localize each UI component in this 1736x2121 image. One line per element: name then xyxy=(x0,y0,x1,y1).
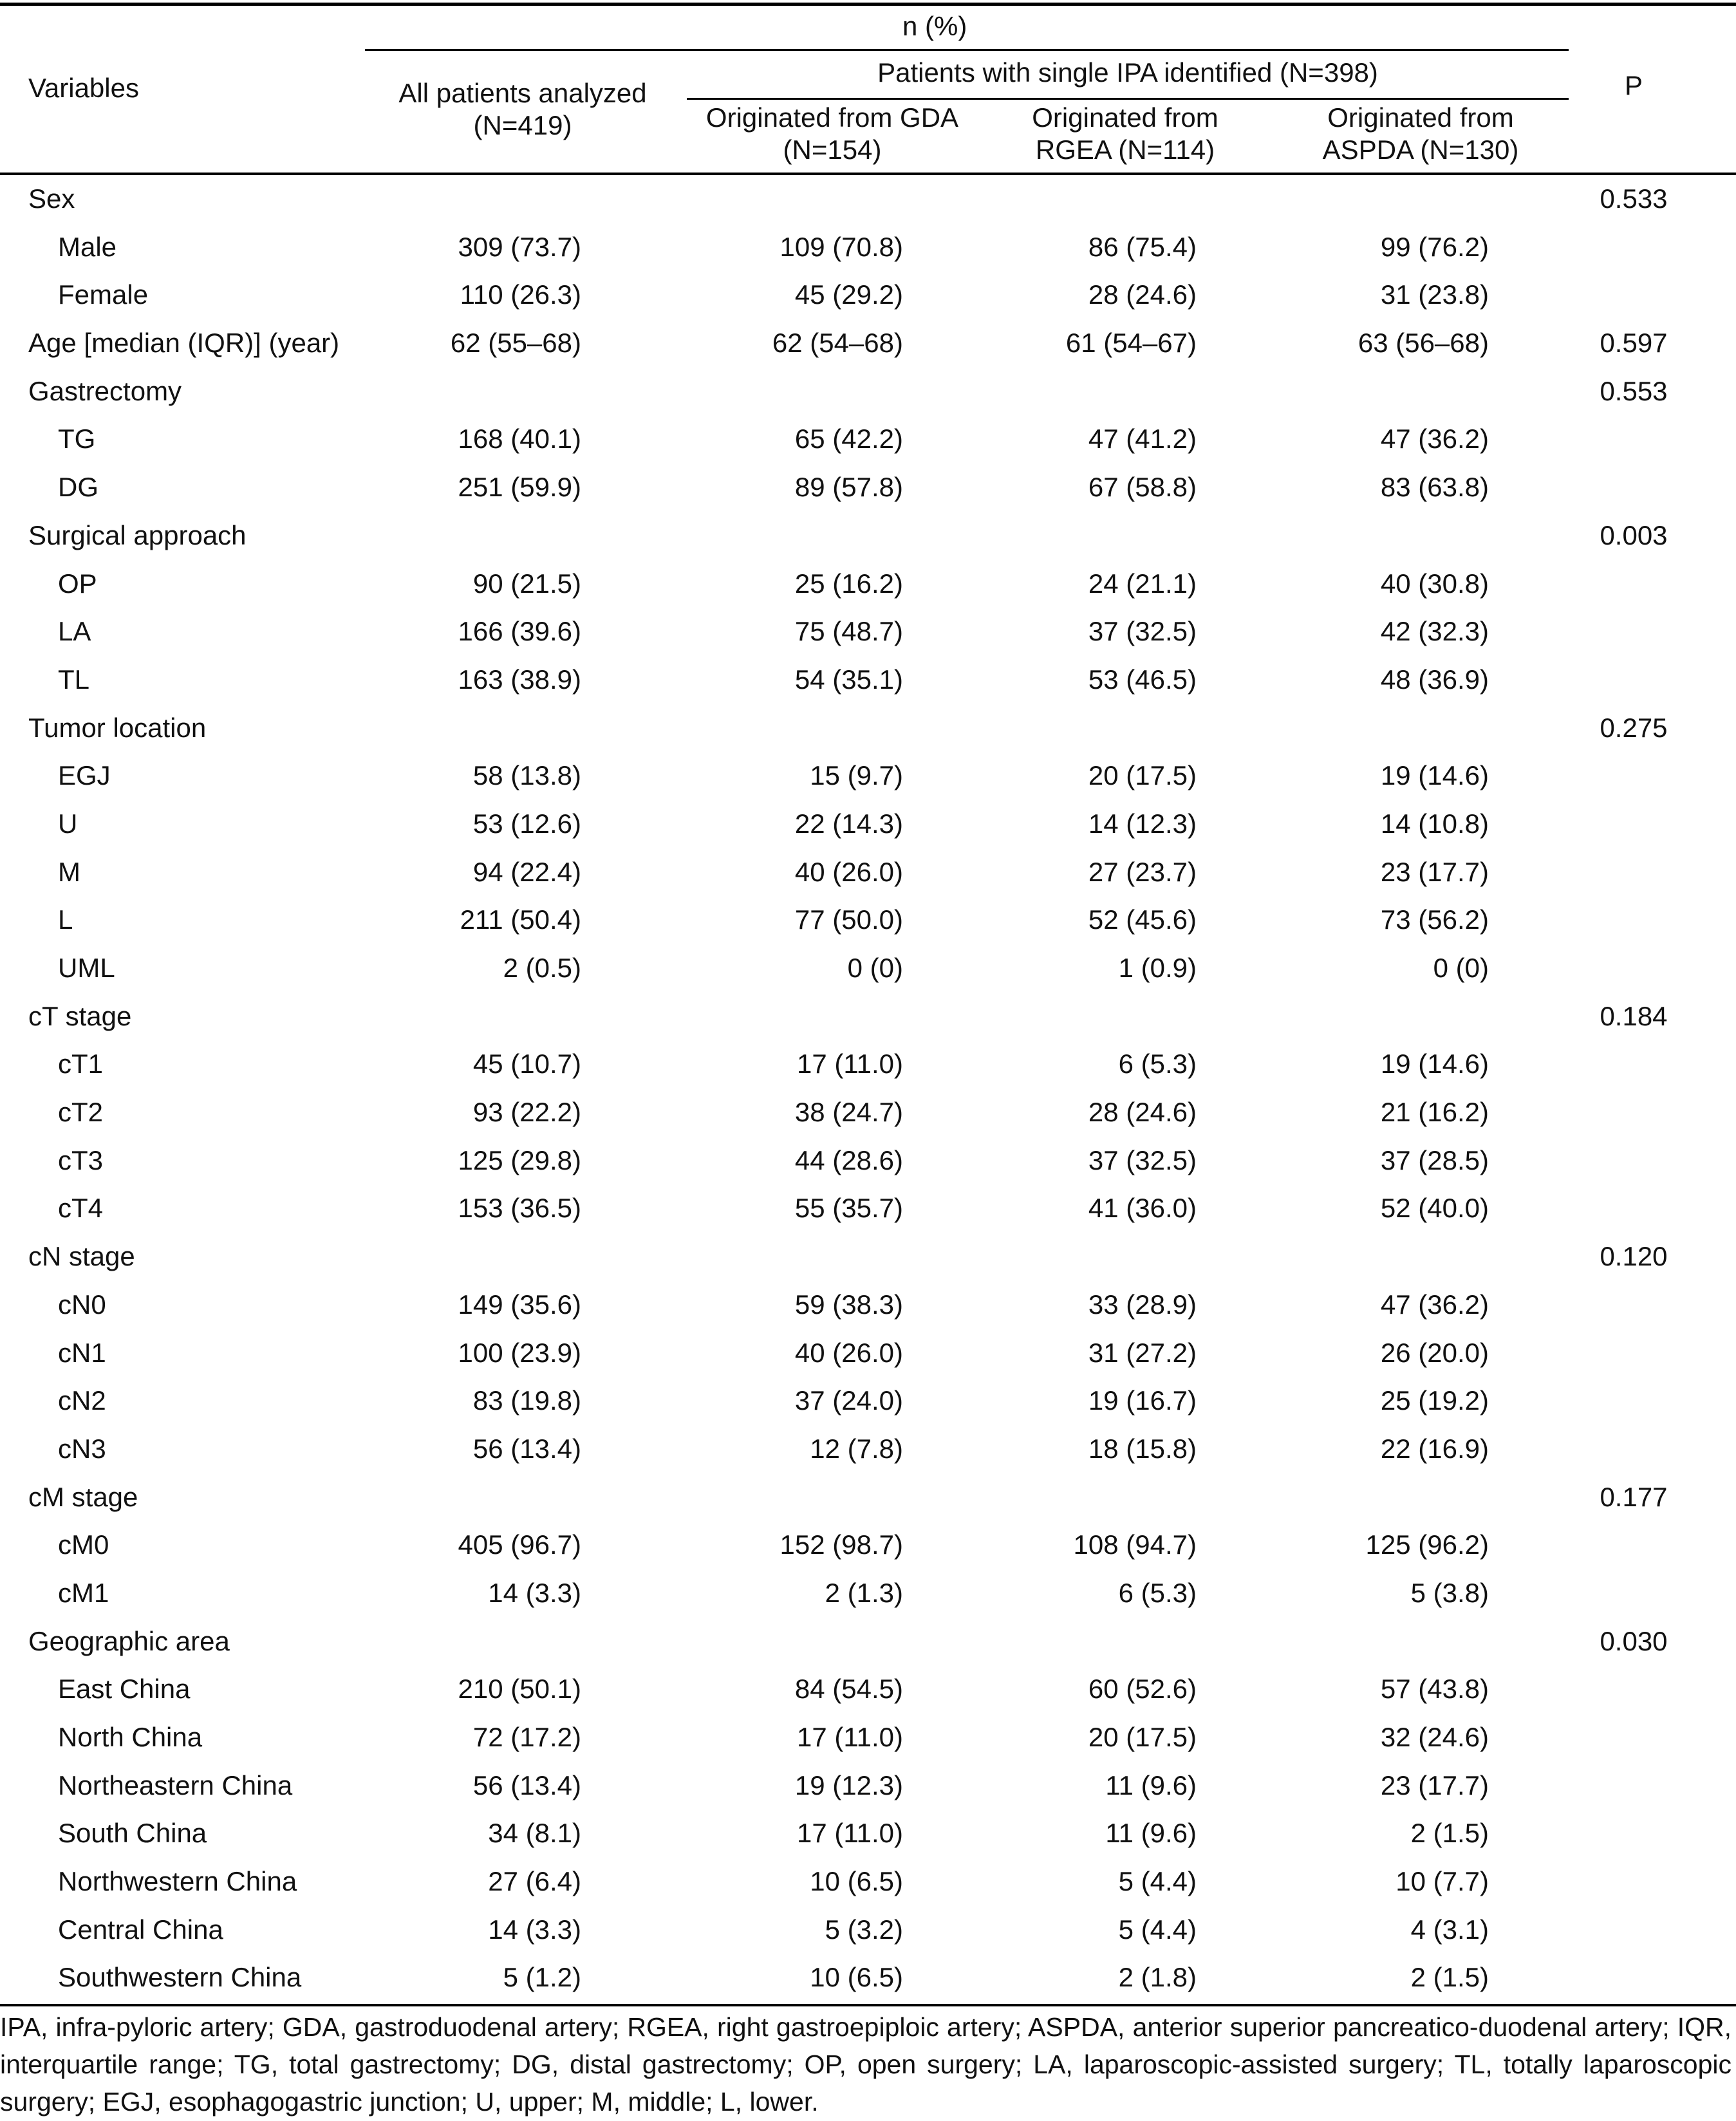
cell-variable: Female xyxy=(58,279,149,310)
cell-gda: 55 (35.7) xyxy=(794,1193,903,1224)
cell-variable: cT4 xyxy=(58,1193,104,1224)
cell-aspda: 2 (1.5) xyxy=(1410,1962,1489,1993)
cell-variable: South China xyxy=(58,1818,207,1849)
cell-all-patients: 149 (35.6) xyxy=(458,1289,581,1320)
cell-all-patients: 72 (17.2) xyxy=(472,1722,581,1752)
header-single-ipa: Patients with single IPA identified (N=398) xyxy=(877,57,1378,88)
cell-aspda xyxy=(1294,175,1489,223)
table-row xyxy=(0,223,1736,272)
table-group-row xyxy=(0,512,1736,560)
cell-aspda: 48 (36.9) xyxy=(1380,664,1489,695)
cell-gda: 89 (57.8) xyxy=(794,472,903,503)
cell-gda: 10 (6.5) xyxy=(810,1962,903,1993)
cell-p-value xyxy=(1576,752,1692,800)
cell-rgea: 19 (16.7) xyxy=(1088,1385,1197,1416)
cell-gda: 109 (70.8) xyxy=(779,231,903,262)
cell-p-value: 0.184 xyxy=(1600,1000,1668,1031)
cell-rgea: 33 (28.9) xyxy=(1088,1289,1197,1320)
cell-gda: 17 (11.0) xyxy=(797,1049,903,1079)
cell-p-value xyxy=(1576,223,1692,272)
top-rule xyxy=(0,3,1736,6)
header-all-patients-line1: All patients analyzed xyxy=(398,78,647,108)
cell-p-value xyxy=(1576,1762,1692,1810)
table-row xyxy=(0,1762,1736,1810)
header-rgea-line2: RGEA (N=114) xyxy=(1035,135,1215,165)
cell-gda: 25 (16.2) xyxy=(794,568,903,599)
cell-p-value: 0.553 xyxy=(1600,375,1668,406)
cell-aspda: 99 (76.2) xyxy=(1380,231,1489,262)
cell-rgea: 37 (32.5) xyxy=(1088,616,1197,647)
cell-rgea: 1 (0.9) xyxy=(1118,953,1197,983)
cell-rgea: 41 (36.0) xyxy=(1088,1193,1197,1224)
cell-gda: 15 (9.7) xyxy=(810,760,903,791)
cell-gda xyxy=(708,512,903,560)
table-row xyxy=(0,896,1736,944)
cell-aspda: 14 (10.8) xyxy=(1380,808,1489,839)
cell-aspda xyxy=(1294,1473,1489,1522)
cell-variable: cT2 xyxy=(58,1097,104,1128)
table-row xyxy=(0,1184,1736,1233)
cell-p-value: 0.030 xyxy=(1600,1625,1668,1656)
cell-aspda: 125 (96.2) xyxy=(1365,1529,1489,1560)
header-rgea-line1: Originated from xyxy=(1032,102,1218,133)
cell-gda xyxy=(708,368,903,416)
cell-aspda: 23 (17.7) xyxy=(1380,856,1489,887)
cell-gda: 10 (6.5) xyxy=(810,1866,903,1897)
cell-gda: 37 (24.0) xyxy=(794,1385,903,1416)
cell-rgea xyxy=(1002,704,1197,752)
cell-variable: cT3 xyxy=(58,1145,104,1175)
cell-aspda: 47 (36.2) xyxy=(1380,1289,1489,1320)
cell-all-patients: 14 (3.3) xyxy=(488,1577,581,1608)
cell-aspda: 19 (14.6) xyxy=(1380,760,1489,791)
cell-p-value: 0.177 xyxy=(1600,1481,1668,1512)
cell-aspda: 31 (23.8) xyxy=(1380,279,1489,310)
cell-gda: 38 (24.7) xyxy=(794,1097,903,1128)
cell-variable: UML xyxy=(58,953,115,983)
table-group-row xyxy=(0,993,1736,1041)
table-group-row xyxy=(0,1618,1736,1666)
cell-rgea: 2 (1.8) xyxy=(1118,1962,1197,1993)
cell-variable: Central China xyxy=(58,1914,223,1945)
header-all-patients xyxy=(391,77,655,142)
cell-variable: LA xyxy=(58,616,91,647)
cell-gda xyxy=(708,175,903,223)
cell-rgea: 5 (4.4) xyxy=(1118,1866,1197,1897)
table-row xyxy=(0,848,1736,897)
cell-aspda: 52 (40.0) xyxy=(1380,1193,1489,1224)
cell-variable: North China xyxy=(58,1722,203,1752)
table-row xyxy=(0,1281,1736,1329)
cell-p-value: 0.003 xyxy=(1600,519,1668,550)
cell-gda: 40 (26.0) xyxy=(794,1337,903,1368)
cell-variable: Northeastern China xyxy=(58,1770,293,1800)
cell-variable: Male xyxy=(58,231,117,262)
cell-p-value xyxy=(1576,1569,1692,1618)
cell-all-patients: 94 (22.4) xyxy=(472,856,581,887)
n-percent-rule xyxy=(365,49,1569,51)
table-row xyxy=(0,1040,1736,1089)
cell-all-patients: 5 (1.2) xyxy=(503,1962,581,1993)
cell-p-value xyxy=(1576,656,1692,704)
cell-all-patients: 153 (36.5) xyxy=(458,1193,581,1224)
cell-gda: 19 (12.3) xyxy=(794,1770,903,1800)
table-row xyxy=(0,1137,1736,1185)
cell-variable: EGJ xyxy=(58,760,111,791)
cell-p-value: 0.597 xyxy=(1600,328,1668,359)
cell-all-patients: 405 (96.7) xyxy=(458,1529,581,1560)
cell-aspda: 26 (20.0) xyxy=(1380,1337,1489,1368)
cell-aspda: 42 (32.3) xyxy=(1380,616,1489,647)
table-row xyxy=(0,1089,1736,1137)
table-row xyxy=(0,800,1736,848)
cell-rgea: 28 (24.6) xyxy=(1088,279,1197,310)
cell-aspda: 21 (16.2) xyxy=(1380,1097,1489,1128)
table-row xyxy=(0,1377,1736,1425)
cell-rgea xyxy=(1002,993,1197,1041)
cell-rgea: 20 (17.5) xyxy=(1088,760,1197,791)
cell-aspda: 32 (24.6) xyxy=(1380,1722,1489,1752)
cell-gda: 62 (54–68) xyxy=(772,328,903,359)
table-row xyxy=(0,463,1736,512)
cell-rgea: 6 (5.3) xyxy=(1118,1049,1197,1079)
cell-p-value xyxy=(1576,1184,1692,1233)
header-n-percent: n (%) xyxy=(902,11,967,41)
cell-rgea: 31 (27.2) xyxy=(1088,1337,1197,1368)
cell-p-value xyxy=(1576,896,1692,944)
table-body xyxy=(0,175,1736,2002)
cell-rgea: 28 (24.6) xyxy=(1088,1097,1197,1128)
cell-aspda xyxy=(1294,704,1489,752)
cell-gda: 54 (35.1) xyxy=(794,664,903,695)
cell-gda: 84 (54.5) xyxy=(794,1674,903,1705)
cell-aspda: 37 (28.5) xyxy=(1380,1145,1489,1175)
cell-rgea xyxy=(1002,175,1197,223)
cell-all-patients: 56 (13.4) xyxy=(472,1433,581,1464)
cell-all-patients: 210 (50.1) xyxy=(458,1674,581,1705)
cell-p-value xyxy=(1576,1425,1692,1473)
cell-gda: 12 (7.8) xyxy=(810,1433,903,1464)
cell-rgea: 24 (21.1) xyxy=(1088,568,1197,599)
cell-aspda: 40 (30.8) xyxy=(1380,568,1489,599)
cell-gda: 2 (1.3) xyxy=(825,1577,903,1608)
cell-aspda: 4 (3.1) xyxy=(1410,1914,1489,1945)
cell-p-value xyxy=(1576,1377,1692,1425)
cell-p-value xyxy=(1576,1714,1692,1762)
table-row xyxy=(0,1521,1736,1569)
cell-p-value xyxy=(1576,415,1692,463)
cell-gda xyxy=(708,1473,903,1522)
cell-all-patients: 2 (0.5) xyxy=(503,953,581,983)
table-row xyxy=(0,752,1736,800)
cell-all-patients xyxy=(386,1618,581,1666)
cell-p-value xyxy=(1576,1809,1692,1858)
table-group-row xyxy=(0,1473,1736,1522)
cell-variable: L xyxy=(58,904,73,935)
cell-variable: U xyxy=(58,808,78,839)
cell-variable: TG xyxy=(58,424,96,454)
table-row xyxy=(0,1569,1736,1618)
cell-gda: 65 (42.2) xyxy=(794,424,903,454)
cell-rgea: 18 (15.8) xyxy=(1088,1433,1197,1464)
cell-p-value xyxy=(1576,271,1692,319)
cell-all-patients: 168 (40.1) xyxy=(458,424,581,454)
cell-gda: 40 (26.0) xyxy=(794,856,903,887)
table-group-row xyxy=(0,1233,1736,1281)
cell-rgea: 6 (5.3) xyxy=(1118,1577,1197,1608)
cell-gda: 59 (38.3) xyxy=(794,1289,903,1320)
table-footnote: IPA, infra-pyloric artery; GDA, gastroduodenal artery; RGEA, right gastroepiploic artery; ASPDA, anterior superior pancreatico-duodenal artery; IQR, interquartile range; TG, total gastrectomy; DG, distal gastrectomy; OP, open surgery; LA, laparoscopic-assisted surgery; TL, totally laparoscopic surgery; EGJ, esophagogastric junction; U, upper; M, middle; L, lower. xyxy=(0,2012,1731,2116)
cell-aspda: 2 (1.5) xyxy=(1410,1818,1489,1849)
cell-variable: Southwestern China xyxy=(58,1962,302,1993)
header-aspda-line2: ASPDA (N=130) xyxy=(1322,135,1519,165)
cell-aspda: 47 (36.2) xyxy=(1380,424,1489,454)
cell-gda xyxy=(708,993,903,1041)
cell-p-value xyxy=(1576,463,1692,512)
cell-rgea: 61 (54–67) xyxy=(1065,328,1197,359)
table-row xyxy=(0,560,1736,608)
cell-variable: DG xyxy=(58,472,98,503)
cell-p-value xyxy=(1576,1521,1692,1569)
cell-aspda: 5 (3.8) xyxy=(1410,1577,1489,1608)
cell-variable: OP xyxy=(58,568,97,599)
cell-variable: cM1 xyxy=(58,1577,109,1608)
single-ipa-rule xyxy=(687,98,1569,100)
cell-variable: Tumor location xyxy=(28,712,207,743)
cell-aspda: 25 (19.2) xyxy=(1380,1385,1489,1416)
cell-all-patients: 58 (13.8) xyxy=(472,760,581,791)
table-group-row xyxy=(0,175,1736,223)
cell-p-value xyxy=(1576,944,1692,993)
cell-variable: Northwestern China xyxy=(58,1866,297,1897)
cell-rgea: 11 (9.6) xyxy=(1105,1818,1197,1849)
cell-rgea: 47 (41.2) xyxy=(1088,424,1197,454)
cell-variable: Surgical approach xyxy=(28,519,247,550)
cell-aspda xyxy=(1294,1233,1489,1281)
cell-p-value: 0.120 xyxy=(1600,1241,1668,1272)
cell-aspda: 63 (56–68) xyxy=(1358,328,1489,359)
cell-all-patients: 309 (73.7) xyxy=(458,231,581,262)
header-gda xyxy=(687,102,978,166)
cell-all-patients: 56 (13.4) xyxy=(472,1770,581,1800)
cell-p-value: 0.275 xyxy=(1600,712,1668,743)
cell-p-value xyxy=(1576,1281,1692,1329)
table-row xyxy=(0,608,1736,656)
cell-p-value xyxy=(1576,1040,1692,1089)
cell-rgea xyxy=(1002,1618,1197,1666)
cell-gda xyxy=(708,1618,903,1666)
cell-aspda: 83 (63.8) xyxy=(1380,472,1489,503)
cell-rgea: 14 (12.3) xyxy=(1088,808,1197,839)
cell-all-patients xyxy=(386,993,581,1041)
cell-rgea: 11 (9.6) xyxy=(1105,1770,1197,1800)
cell-aspda xyxy=(1294,512,1489,560)
cell-rgea: 60 (52.6) xyxy=(1088,1674,1197,1705)
cell-p-value xyxy=(1576,560,1692,608)
cell-rgea: 27 (23.7) xyxy=(1088,856,1197,887)
table-bottom-rule xyxy=(0,2004,1736,2006)
cell-rgea: 108 (94.7) xyxy=(1073,1529,1197,1560)
cell-gda: 45 (29.2) xyxy=(794,279,903,310)
cell-gda: 17 (11.0) xyxy=(797,1818,903,1849)
cell-all-patients: 166 (39.6) xyxy=(458,616,581,647)
cell-gda: 22 (14.3) xyxy=(794,808,903,839)
table-row xyxy=(0,1714,1736,1762)
cell-p-value xyxy=(1576,1137,1692,1185)
table-group-row xyxy=(0,704,1736,752)
cell-p-value xyxy=(1576,1089,1692,1137)
cell-rgea: 53 (46.5) xyxy=(1088,664,1197,695)
cell-all-patients xyxy=(386,512,581,560)
cell-p-value xyxy=(1576,848,1692,897)
cell-aspda: 23 (17.7) xyxy=(1380,1770,1489,1800)
cell-aspda: 73 (56.2) xyxy=(1380,904,1489,935)
header-all-patients-line2: (N=419) xyxy=(473,110,572,140)
table-row xyxy=(0,1809,1736,1858)
cell-all-patients: 211 (50.4) xyxy=(460,904,581,935)
cell-variable: East China xyxy=(58,1674,191,1705)
cell-all-patients: 14 (3.3) xyxy=(488,1914,581,1945)
cell-aspda xyxy=(1294,368,1489,416)
cell-aspda: 22 (16.9) xyxy=(1380,1433,1489,1464)
cell-variable: cM stage xyxy=(28,1481,138,1512)
cell-all-patients: 34 (8.1) xyxy=(488,1818,581,1849)
cell-variable: M xyxy=(58,856,80,887)
table-group-row xyxy=(0,319,1736,368)
cell-all-patients xyxy=(386,704,581,752)
cell-rgea: 67 (58.8) xyxy=(1088,472,1197,503)
cell-gda: 75 (48.7) xyxy=(794,616,903,647)
cell-variable: cN2 xyxy=(58,1385,106,1416)
cell-all-patients: 163 (38.9) xyxy=(458,664,581,695)
cell-all-patients: 62 (55–68) xyxy=(450,328,581,359)
table-row xyxy=(0,271,1736,319)
cell-p-value xyxy=(1576,800,1692,848)
cell-all-patients: 110 (26.3) xyxy=(460,279,581,310)
cell-rgea: 52 (45.6) xyxy=(1088,904,1197,935)
cell-rgea xyxy=(1002,1233,1197,1281)
cell-gda: 44 (28.6) xyxy=(794,1145,903,1175)
cell-variable: cN stage xyxy=(28,1241,135,1272)
cell-variable: cT1 xyxy=(58,1049,104,1079)
header-rgea xyxy=(978,102,1273,166)
header-gda-line2: (N=154) xyxy=(783,135,882,165)
table-row xyxy=(0,1858,1736,1906)
cell-aspda: 57 (43.8) xyxy=(1380,1674,1489,1705)
cell-gda: 0 (0) xyxy=(847,953,903,983)
cell-p-value: 0.533 xyxy=(1600,183,1668,214)
cell-all-patients: 251 (59.9) xyxy=(458,472,581,503)
cell-variable: Geographic area xyxy=(28,1625,230,1656)
cell-variable: TL xyxy=(58,664,90,695)
cell-all-patients: 45 (10.7) xyxy=(472,1049,581,1079)
cell-aspda: 10 (7.7) xyxy=(1395,1866,1489,1897)
table-group-row xyxy=(0,368,1736,416)
cell-all-patients: 53 (12.6) xyxy=(472,808,581,839)
cell-p-value xyxy=(1576,608,1692,656)
cell-all-patients: 27 (6.4) xyxy=(488,1866,581,1897)
table-row xyxy=(0,1954,1736,2002)
cell-rgea: 20 (17.5) xyxy=(1088,1722,1197,1752)
cell-rgea xyxy=(1002,512,1197,560)
cell-all-patients: 90 (21.5) xyxy=(472,568,581,599)
cell-aspda xyxy=(1294,993,1489,1041)
cell-gda: 17 (11.0) xyxy=(797,1722,903,1752)
table-row xyxy=(0,415,1736,463)
table-row xyxy=(0,944,1736,993)
table-row xyxy=(0,656,1736,704)
header-aspda xyxy=(1273,102,1569,166)
cell-variable: cT stage xyxy=(28,1000,132,1031)
cell-rgea: 86 (75.4) xyxy=(1088,231,1197,262)
cell-variable: cN3 xyxy=(58,1433,106,1464)
cell-p-value xyxy=(1576,1329,1692,1378)
header-p: P xyxy=(1624,70,1643,100)
cell-variable: cN1 xyxy=(58,1337,106,1368)
cell-all-patients: 83 (19.8) xyxy=(472,1385,581,1416)
cell-gda: 152 (98.7) xyxy=(779,1529,903,1560)
cell-gda xyxy=(708,1233,903,1281)
header-variables: Variables xyxy=(28,73,139,103)
cell-rgea: 5 (4.4) xyxy=(1118,1914,1197,1945)
cell-all-patients xyxy=(386,175,581,223)
cell-all-patients: 100 (23.9) xyxy=(458,1337,581,1368)
cell-all-patients: 125 (29.8) xyxy=(458,1145,581,1175)
table-row xyxy=(0,1665,1736,1714)
cell-variable: Gastrectomy xyxy=(28,375,182,406)
cell-rgea xyxy=(1002,368,1197,416)
cell-p-value xyxy=(1576,1858,1692,1906)
cell-p-value xyxy=(1576,1665,1692,1714)
cell-gda: 5 (3.2) xyxy=(825,1914,903,1945)
table-row xyxy=(0,1906,1736,1954)
cell-p-value xyxy=(1576,1954,1692,2002)
cell-p-value xyxy=(1576,1906,1692,1954)
header-gda-line1: Originated from GDA xyxy=(705,102,959,133)
cell-all-patients xyxy=(386,368,581,416)
cell-variable: cN0 xyxy=(58,1289,106,1320)
cell-aspda: 0 (0) xyxy=(1433,953,1489,983)
table-row xyxy=(0,1425,1736,1473)
cell-all-patients xyxy=(386,1473,581,1522)
cell-all-patients: 93 (22.2) xyxy=(472,1097,581,1128)
cell-variable: cM0 xyxy=(58,1529,109,1560)
cell-aspda xyxy=(1294,1618,1489,1666)
cell-gda: 77 (50.0) xyxy=(794,904,903,935)
cell-variable: Sex xyxy=(28,183,75,214)
table-row xyxy=(0,1329,1736,1378)
cell-gda xyxy=(708,704,903,752)
cell-rgea xyxy=(1002,1473,1197,1522)
cell-variable: Age [median (IQR)] (year) xyxy=(28,328,340,359)
cell-all-patients xyxy=(386,1233,581,1281)
header-aspda-line1: Originated from xyxy=(1327,102,1514,133)
cell-aspda: 19 (14.6) xyxy=(1380,1049,1489,1079)
cell-rgea: 37 (32.5) xyxy=(1088,1145,1197,1175)
